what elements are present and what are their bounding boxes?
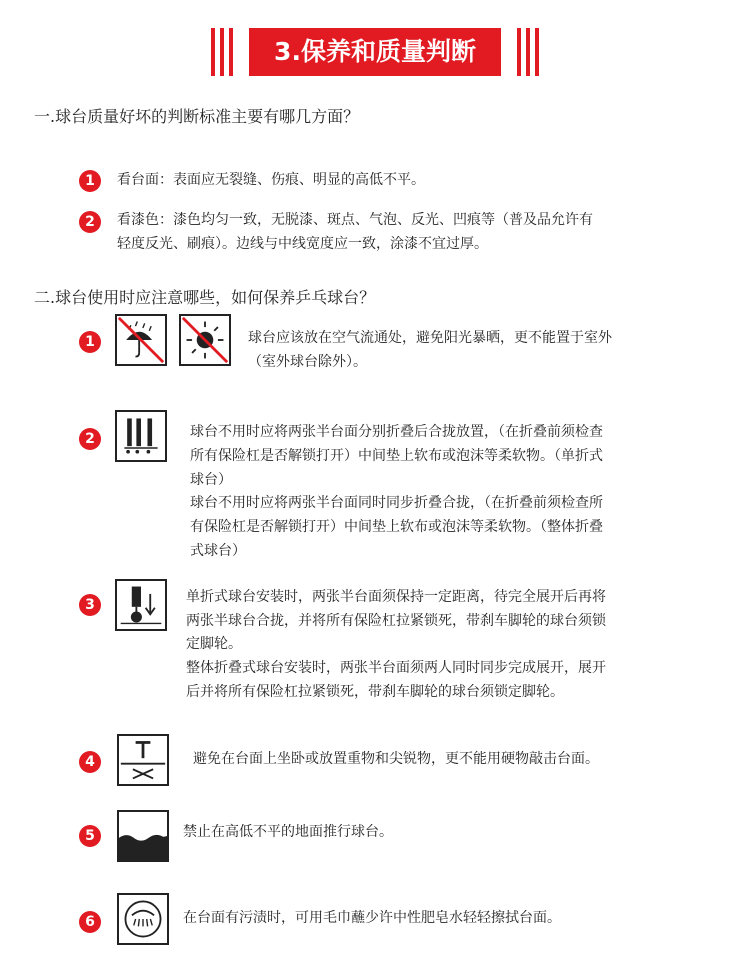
care-item-text: 单折式球台安装时，两张半台面须保持一定距离，待完全展开后再将 bbox=[186, 589, 606, 605]
care-item-text: 后并将所有保险杠拉紧锁死，带刹车脚轮的球台须锁定脚轮。 bbox=[186, 684, 564, 700]
no-heavy-object-icon bbox=[117, 734, 169, 786]
banner-stripe bbox=[211, 28, 215, 76]
care-item-text: 有保险杠是否解锁打开）中间垫上软布或泡沫等柔软物。（整体折叠 bbox=[190, 519, 603, 535]
care-item-text: 避免在台面上坐卧或放置重物和尖锐物，更不能用硬物敲击台面。 bbox=[193, 751, 599, 767]
section-banner bbox=[211, 28, 539, 76]
fold-table-icon bbox=[115, 410, 167, 462]
brake-wheel-icon bbox=[115, 579, 167, 631]
quality-item-text: 看漆色：漆色均匀一致，无脱漆、斑点、气泡、反光、凹痕等（普及品允许有 bbox=[117, 212, 593, 228]
no-sun-icon bbox=[179, 314, 231, 366]
care-item-text: 整体折叠式球台安装时，两张半台面须两人同时同步完成展开，展开 bbox=[186, 660, 606, 676]
item-number-badge: 2 bbox=[79, 428, 101, 450]
care-item-text: 在台面有污渍时，可用毛巾蘸少许中性肥皂水轻轻擦拭台面。 bbox=[183, 910, 561, 926]
quality-item-text: 看台面：表面应无裂缝、伤痕、明显的高低不平。 bbox=[117, 172, 425, 188]
wipe-surface-icon bbox=[117, 893, 169, 945]
care-item-text: 球台不用时应将两张半台面分别折叠后合拢放置，（在折叠前须检查 bbox=[190, 424, 603, 440]
care-item-text: 两张半球台合拢，并将所有保险杠拉紧锁死，带刹车脚轮的球台须锁 bbox=[186, 613, 606, 629]
care-item-text: 式球台） bbox=[190, 543, 246, 559]
care-item-text: 禁止在高低不平的地面推行球台。 bbox=[183, 824, 393, 840]
banner-stripe bbox=[220, 28, 224, 76]
care-item-text: 球台应该放在空气流通处，避免阳光暴晒，更不能置于室外 bbox=[248, 330, 612, 346]
care-item-text: 球台） bbox=[190, 472, 232, 488]
banner-title: 3.保养和质量判断 bbox=[249, 28, 501, 76]
quality-item-text: 轻度反光、刷痕）。边线与中线宽度应一致，涂漆不宜过厚。 bbox=[117, 236, 488, 252]
item-number-badge: 1 bbox=[79, 331, 101, 353]
banner-stripe bbox=[517, 28, 521, 76]
uneven-ground-icon bbox=[117, 810, 169, 862]
item-number-badge: 3 bbox=[79, 594, 101, 616]
banner-stripe bbox=[535, 28, 539, 76]
item-number-badge: 6 bbox=[79, 911, 101, 933]
care-item-text: 球台不用时应将两张半台面同时同步折叠合拢，（在折叠前须检查所 bbox=[190, 495, 603, 511]
item-number-badge: 5 bbox=[79, 825, 101, 847]
section1-heading: 一.球台质量好坏的判断标准主要有哪几方面？ bbox=[34, 107, 360, 126]
care-item-text: 定脚轮。 bbox=[186, 636, 242, 652]
no-rain-umbrella-icon bbox=[115, 314, 167, 366]
section2-heading: 二.球台使用时应注意哪些，如何保养乒乓球台？ bbox=[34, 288, 376, 307]
care-item-text: 所有保险杠是否解锁打开）中间垫上软布或泡沫等柔软物。（单折式 bbox=[190, 448, 603, 464]
banner-stripe bbox=[526, 28, 530, 76]
item-number-badge: 4 bbox=[79, 751, 101, 773]
item-number-badge: 2 bbox=[79, 211, 101, 233]
care-item-text: （室外球台除外）。 bbox=[248, 354, 367, 370]
banner-stripe bbox=[229, 28, 233, 76]
item-number-badge: 1 bbox=[79, 170, 101, 192]
